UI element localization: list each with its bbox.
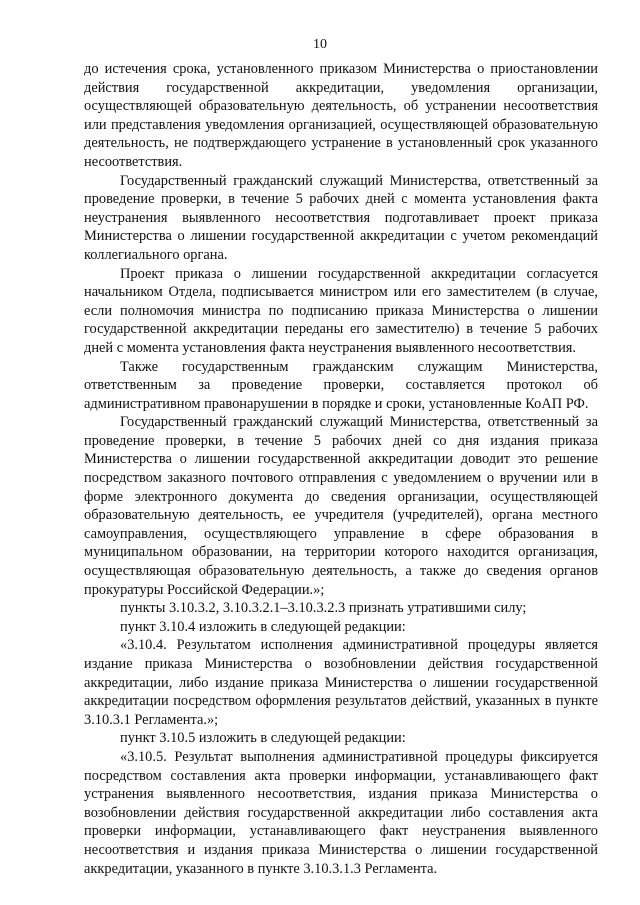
paragraph: «3.10.5. Результат выполнения административной процедуры фиксируется посредством составления акта проверки информации, устанавливающего факт устранения выявленного несоответствия, издания приказа Министерства о возобновлении действия государственной аккредитации либо составления акта проверки информации, устанавливающего факт неустранения выявленного несоответствия и издания приказа Министерства о лишении государственной аккредитации, указанного в пункте 3.10.3.1.3 Регламента. — [84, 748, 598, 877]
paragraph: пункт 3.10.4 изложить в следующей редакции: — [120, 618, 406, 635]
document-body — [84, 60, 598, 878]
paragraph: до истечения срока, установленного приказом Министерства о приостановлении действия государственной аккредитации, уведомления организации, осуществляющей образовательную деятельность, об устранении несоответствия или представления уведомления организацией, осуществляющей образовательную деятельность, не подтверждающего устранение в установленный срок указанного несоответствия. — [84, 61, 598, 170]
paragraph: Также государственным гражданским служащим Министерства, ответственным за проведение проверки, составляется протокол об административном правонарушении в порядке и сроки, установленные КоАП РФ. — [84, 358, 598, 412]
paragraph: Проект приказа о лишении государственной аккредитации согласуется начальником Отдела, подписывается министром или его заместителем (в случае, если полномочия министра по подписанию приказа Министерства о лишении государственной аккредитации переданы его заместителю) в течение 5 рабочих дней с момента установления факта неустранения выявленного несоответствия. — [84, 265, 598, 356]
paragraph: пункт 3.10.5 изложить в следующей редакции: — [120, 730, 406, 747]
paragraph: Государственный гражданский служащий Министерства, ответственный за проведение проверки, в течение 5 рабочих дней с момента установления факта неустранения выявленного несоответствия подготавливает проект приказа Министерства о лишении государственной аккредитации с учетом рекомендаций коллегиального органа. — [84, 172, 598, 263]
paragraph: «3.10.4. Результатом исполнения административной процедуры является издание приказа Министерства о возобновлении действия государственной аккредитации, либо издание приказа Министерства о лишении государственной аккредитации посредством оформления результатов действий, указанных в пункте 3.10.3.1 Регламента.»; — [84, 637, 598, 728]
paragraph: Государственный гражданский служащий Министерства, ответственный за проведение проверки, в течение 5 рабочих дней со дня издания приказа Министерства о лишении государственной аккредитации доводит это решение посредством заказного почтового отправления с уведомлением о вручении или в форме электронного документа до сведения организации, осуществляющей образовательную деятельность, ее учредителя (учредителей), органа местного самоуправления, осуществляющего управление в сфере образования в муниципальном образовании, на территории которого находится организация, осуществляющая образовательную деятельность, а также до сведения органов прокуратуры Российской Федерации.»; — [84, 414, 598, 598]
page-number: 10 — [313, 37, 327, 52]
paragraph: пункты 3.10.3.2, 3.10.3.2.1–3.10.3.2.3 признать утратившими силу; — [120, 600, 527, 617]
